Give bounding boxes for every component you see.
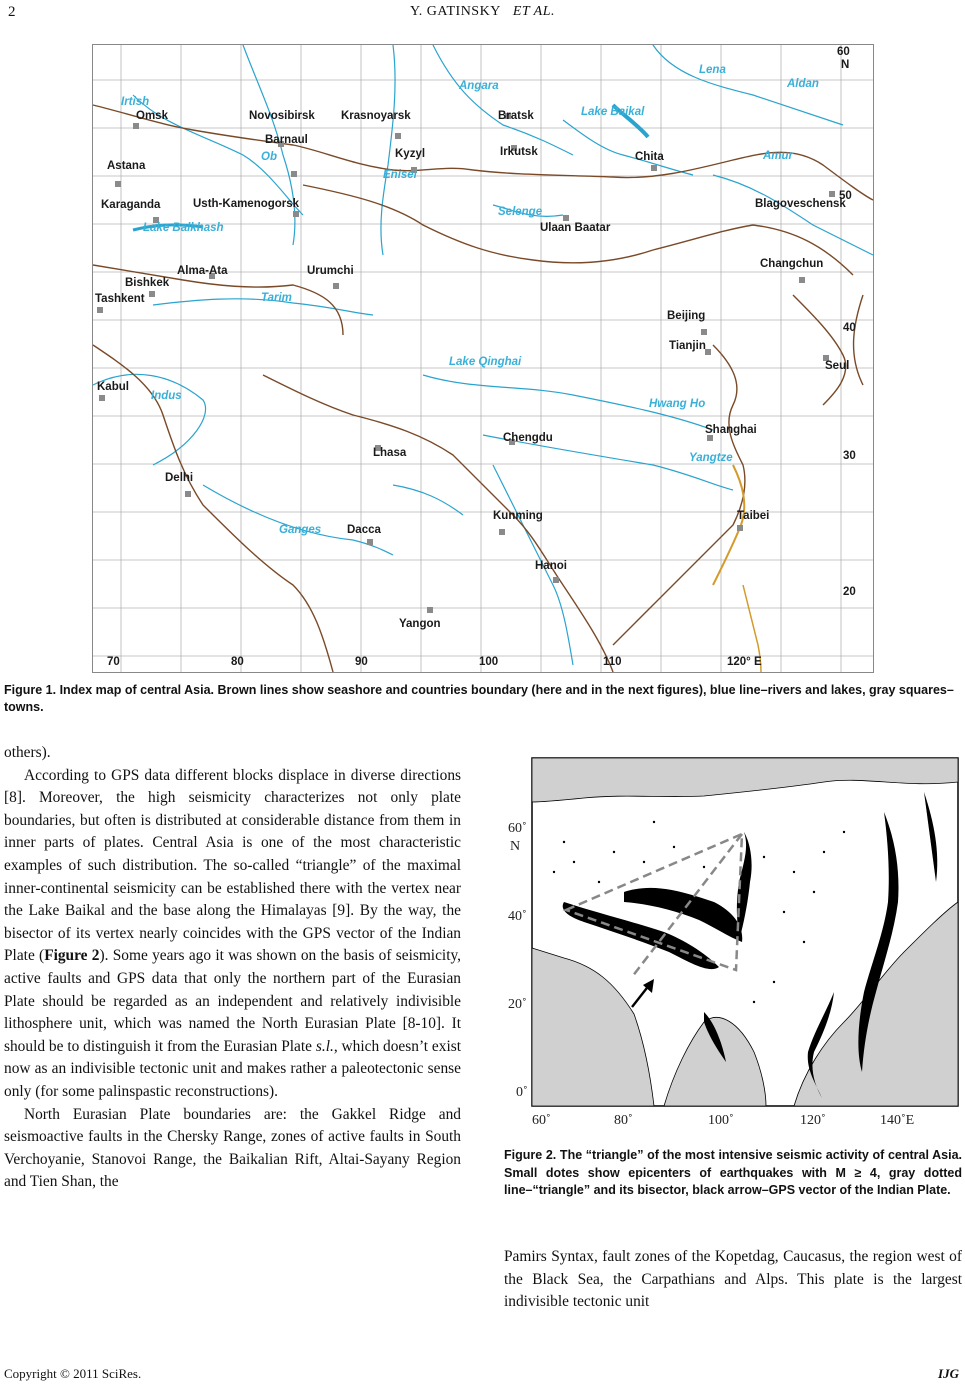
town-label-15: Alma-Ata bbox=[177, 265, 228, 277]
river-label-13: Hwang Ho bbox=[649, 398, 706, 410]
river-label-1: Ob bbox=[261, 151, 277, 163]
town-label-16: Tashkent bbox=[95, 293, 145, 305]
town-label-5: Irkutsk bbox=[500, 146, 538, 158]
town-label-14: Bishkek bbox=[125, 277, 170, 289]
town-label-2: Barnaul bbox=[265, 134, 308, 146]
river-label-0: Irtish bbox=[121, 96, 150, 108]
boundaries bbox=[93, 105, 873, 672]
town-label-22: Delhi bbox=[165, 472, 194, 484]
right-paragraph-1: Pamirs Syntax, fault zones of the Kopetdag, Caucasus, the region west of the Black Sea, the Carpathians and Alps. This plate is the largest indivisible tectonic unit bbox=[504, 1248, 962, 1311]
town-labels bbox=[95, 110, 849, 630]
river-label-11: Lake Qinghai bbox=[449, 356, 522, 368]
town-label-0: Omsk bbox=[136, 110, 168, 122]
running-head bbox=[0, 4, 965, 20]
river-label-9: Lake Balkhash bbox=[143, 222, 224, 234]
figure-2-caption-label: Figure 2. bbox=[504, 1148, 557, 1162]
paragraph-1 bbox=[4, 765, 461, 1104]
fig2-lon-label-2: 100˚ bbox=[708, 1113, 734, 1128]
paragraph-1-part-a: According to GPS data different blocks displace in diverse directions [8]. Moreover, the high seismicity characterizes not only plate boundaries, but often is distributed at considerable distance from them in inner parts of plates. Central Asia is one of the most characteristic examples of such distribution. The so-called “triangle” of the maximal inner-continental seismicity can be established there with the vertex near the Lake Baikal and the base along the Himalayas [9]. By the way, the bisector of its vertex nearly coincides with the GPS vector of the Indian Plate ( bbox=[4, 766, 461, 965]
town-label-19: Tianjin bbox=[669, 340, 706, 352]
figure-2-caption bbox=[504, 1147, 962, 1200]
fig2-lon-label-4: 140˚E bbox=[880, 1113, 915, 1128]
paragraph-0: others). bbox=[4, 744, 51, 761]
fig2-lat-label-4: 0˚ bbox=[516, 1085, 528, 1100]
river-label-5: Aldan bbox=[787, 78, 819, 90]
paragraph-2: North Eurasian Plate boundaries are: the Gakkel Ridge and seismoactive faults in the Chersky Range, zones of active faults in South Verchoyanie, Stanovoi Range, the Baikalian Rift, Altai-Sayany Region and Tien Shan, the bbox=[4, 1105, 461, 1191]
figure-1-caption-label: Figure 1. bbox=[4, 683, 57, 697]
fig2-lat-label-2: 40˚ bbox=[508, 909, 527, 924]
copyright-footer: Copyright © 2011 SciRes. bbox=[4, 1366, 142, 1381]
figure-2-reference[interactable]: Figure 2 bbox=[44, 947, 100, 965]
figure-2-seismicity-map bbox=[504, 752, 962, 1128]
paragraph-1-part-c: , which doesn’t exist now as an indivisible tectonic unit and makes rather a paleotectonic sense only (for some palinspastic reconstructions). bbox=[4, 1037, 462, 1100]
left-column bbox=[4, 742, 461, 1194]
town-label-6: Kyzyl bbox=[395, 148, 426, 160]
lon-label-2: 90 bbox=[355, 656, 368, 668]
river-label-10: Tarim bbox=[261, 292, 292, 304]
paragraph-1-part-b: ). Some years ago it was shown on the basis of seismicity, active faults and GPS data that only the northern part of the Eurasian Plate should be regarded as an independent and relatively indivisible lithosphere unit, which was named the North Eurasian Plate [8-10]. It should be to distinguish it from the Eurasian Plate bbox=[4, 947, 462, 1055]
town-label-9: Karaganda bbox=[101, 199, 161, 211]
figure-1-caption bbox=[4, 682, 962, 716]
river-label-2: Enisei bbox=[383, 169, 417, 181]
lon-label-4: 110 bbox=[603, 656, 622, 668]
fig2-lon-label-0: 60˚ bbox=[532, 1113, 551, 1128]
fig2-lat-label-3: 20˚ bbox=[508, 997, 527, 1012]
fig2-lon-label-1: 80˚ bbox=[614, 1113, 633, 1128]
figure-2-caption-text: The “triangle” of the most intensive seismic activity of central Asia. Small dotes show epicenters of earthquakes with M ≥ 4, gray dotted line–“triangle” and its bisector, black arrow–GPS vector of the Indian Plate. bbox=[504, 1148, 963, 1197]
right-column bbox=[504, 1246, 962, 1314]
lat-label-4: 30 bbox=[843, 450, 856, 462]
town-label-21: Kabul bbox=[97, 381, 129, 393]
lat-label-0: 60 bbox=[837, 46, 850, 58]
river-label-6: Lake Baikal bbox=[581, 106, 645, 118]
town-label-12: Blagoveschensk bbox=[755, 198, 846, 210]
map-svg bbox=[93, 45, 873, 672]
town-label-8: Astana bbox=[107, 160, 146, 172]
town-label-27: Dacca bbox=[347, 524, 381, 536]
town-label-1: Novosibirsk bbox=[249, 110, 315, 122]
river-label-14: Yangtze bbox=[689, 452, 733, 464]
town-label-25: Shanghai bbox=[705, 424, 757, 436]
lat-label-3: 40 bbox=[843, 322, 856, 334]
town-label-17: Urumchi bbox=[307, 265, 354, 277]
river-label-7: Amur bbox=[763, 150, 794, 162]
lon-label-1: 80 bbox=[231, 656, 244, 668]
town-label-20: Seul bbox=[825, 360, 850, 372]
page-number: 2 bbox=[8, 4, 16, 20]
town-label-26: Kunming bbox=[493, 510, 543, 522]
lat-label-2: 50 bbox=[839, 190, 852, 202]
town-label-3: Krasnoyarsk bbox=[341, 110, 411, 122]
river-label-12: Indus bbox=[151, 390, 182, 402]
river-label-4: Lena bbox=[699, 64, 726, 76]
town-label-30: Yangon bbox=[399, 618, 441, 630]
town-label-29: Hanoi bbox=[535, 560, 567, 572]
fig2-lat-label-0: 60˚ bbox=[508, 821, 527, 836]
town-label-28: Taibei bbox=[737, 510, 770, 522]
fig2-lon-label-3: 120˚ bbox=[800, 1113, 826, 1128]
sensu-lato: s.l. bbox=[315, 1037, 334, 1055]
town-label-7: Chita bbox=[635, 151, 664, 163]
running-head-author: Y. GATINSKY bbox=[410, 4, 501, 19]
river-label-3: Angara bbox=[459, 80, 499, 92]
figure-1-map bbox=[92, 44, 874, 673]
river-label-15: Ganges bbox=[279, 524, 322, 536]
river-label-8: Selenge bbox=[498, 206, 543, 218]
seismicity-svg bbox=[504, 752, 962, 1128]
lat-label-5: 20 bbox=[843, 586, 856, 598]
rivers bbox=[93, 45, 873, 665]
figure-1-caption-text: Index map of central Asia. Brown lines show seashore and countries boundary (here and in the next figures), blue line–rivers and lakes, gray squares–towns. bbox=[4, 683, 954, 714]
town-label-10: Usth-Kamenogorsk bbox=[193, 198, 300, 210]
lon-label-5: 120° E bbox=[727, 656, 762, 668]
town-label-18: Beijing bbox=[667, 310, 706, 322]
fig2-lat-label-1: N bbox=[510, 839, 521, 854]
town-label-13: Changchun bbox=[760, 258, 824, 270]
lon-label-0: 70 bbox=[107, 656, 120, 668]
town-label-24: Chengdu bbox=[503, 432, 553, 444]
town-label-11: Ulaan Baatar bbox=[540, 222, 611, 234]
running-head-etal: ET AL. bbox=[512, 4, 555, 19]
lon-label-3: 100 bbox=[479, 656, 499, 668]
lat-label-1: N bbox=[841, 59, 850, 71]
town-label-23: Lhasa bbox=[373, 447, 407, 459]
town-label-4: Bratsk bbox=[498, 110, 534, 122]
journal-footer: IJG bbox=[938, 1366, 959, 1381]
